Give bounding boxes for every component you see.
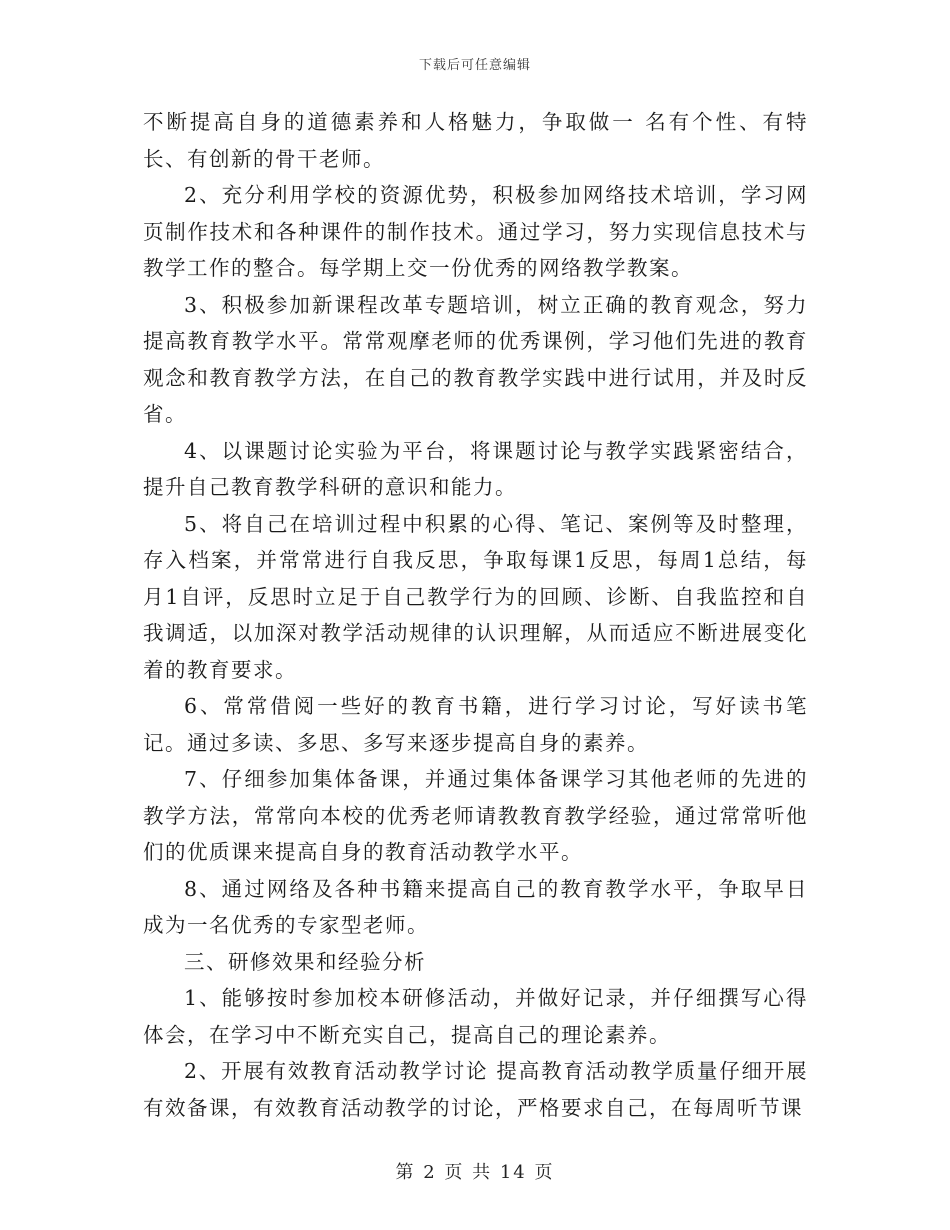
section-heading: 三、研修效果和经验分析: [184, 949, 426, 974]
paragraph-item-3: 3、积极参加新课程改革专题培训，树立正确的教育观念，努力提高教育教学水平。常常观摩老师的优秀课例，学习他们先进的教育观念和教育教学方法，在自己的教育教学实践中进行试用，并及时反省。: [143, 292, 808, 426]
paragraph-section3-item-2: 2、开展有效教育活动教学讨论 提高教育活动教学质量仔细开展有效备课，有效教育活动教学的讨论，严格要求自己，在每周听节课: [143, 1059, 808, 1120]
document-body: [143, 104, 808, 1126]
page-footer: 第 2 页 共 14 页: [395, 1162, 555, 1183]
paragraph-continuation: 不断提高自身的道德素养和人格魅力，争取做一 名有个性、有特长、有创新的骨干老师。: [143, 110, 808, 171]
paragraph-item-8: 8、通过网络及各种书籍来提高自己的教育教学水平，争取早日成为一名优秀的专家型老师。: [143, 876, 808, 937]
paragraph-item-2: 2、充分利用学校的资源优势，积极参加网络技术培训，学习网页制作技术和各种课件的制作技术。通过学习，努力实现信息技术与教学工作的整合。每学期上交一份优秀的网络教学教案。: [143, 183, 808, 280]
page-header: 下载后可任意编辑: [418, 58, 531, 73]
paragraph-item-6: 6、常常借阅一些好的教育书籍，进行学习讨论，写好读书笔记。通过多读、多思、多写来逐步提高自身的素养。: [143, 694, 808, 755]
paragraph-item-4: 4、以课题讨论实验为平台，将课题讨论与教学实践紧密结合，提升自己教育教学科研的意识和能力。: [143, 438, 808, 499]
paragraph-item-7: 7、仔细参加集体备课，并通过集体备课学习其他老师的先进的教学方法，常常向本校的优秀老师请教教育教学经验，通过常常听他们的优质课来提高自身的教育活动教学水平。: [143, 767, 808, 864]
paragraph-item-5: 5、将自己在培训过程中积累的心得、笔记、案例等及时整理，存入档案，并常常进行自我反思，争取每课1反思，每周1总结，每月1自评，反思时立足于自己教学行为的回顾、诊断、自我监控和自我调适，以加深对教学活动规律的认识理解，从而适应不断进展变化着的教育要求。: [143, 511, 808, 682]
paragraph-section3-item-1: 1、能够按时参加校本研修活动，并做好记录，并仔细撰写心得体会，在学习中不断充实自己，提高自己的理论素养。: [143, 986, 808, 1047]
